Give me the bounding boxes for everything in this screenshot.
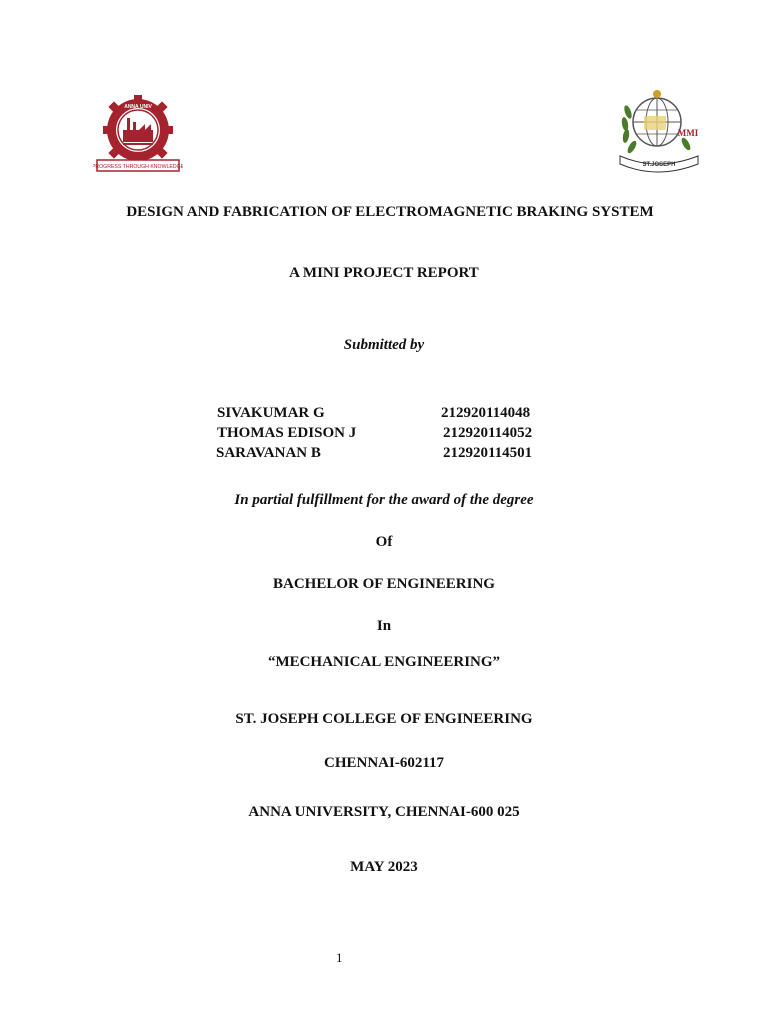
student-id: 212920114052 <box>443 425 533 441</box>
anna-university-logo <box>93 94 183 174</box>
student-name: SARAVANAN B <box>216 445 321 461</box>
anna-university-emblem-icon <box>93 94 183 174</box>
university-name: ANNA UNIVERSITY, CHENNAI-600 025 <box>248 804 520 820</box>
report-title: DESIGN AND FABRICATION OF ELECTROMAGNETIC BRAKING SYSTEM <box>126 204 654 220</box>
student-id: 212920114501 <box>443 445 533 461</box>
college-city: CHENNAI-602117 <box>323 755 444 771</box>
student-name: SIVAKUMAR G <box>217 405 325 421</box>
page-number: 1 <box>336 950 343 965</box>
svg-text:PROGRESS THROUGH KNOWLEDGE: PROGRESS THROUGH KNOWLEDGE <box>93 164 183 170</box>
student-name: THOMAS EDISON J <box>217 425 357 441</box>
of-text: Of <box>375 534 393 550</box>
svg-text:MMI: MMI <box>677 128 699 138</box>
student-id: 212920114048 <box>441 405 531 421</box>
degree-name: BACHELOR OF ENGINEERING <box>273 576 495 592</box>
submitted-by-label: Submitted by <box>343 337 425 353</box>
svg-text:ST.JOSEPH: ST.JOSEPH <box>642 162 676 168</box>
fulfillment-text: In partial fulfillment for the award of the degree <box>234 492 534 508</box>
report-date: MAY 2023 <box>350 859 418 875</box>
report-type: A MINI PROJECT REPORT <box>289 265 479 281</box>
college-name: ST. JOSEPH COLLEGE OF ENGINEERING <box>235 711 533 727</box>
in-text: In <box>376 618 392 634</box>
st-joseph-emblem-icon <box>612 82 706 174</box>
student-list <box>0 405 768 475</box>
branch-name: “MECHANICAL ENGINEERING” <box>267 654 501 670</box>
st-joseph-logo <box>612 82 706 174</box>
svg-text:ANNA UNIV: ANNA UNIV <box>124 104 152 110</box>
